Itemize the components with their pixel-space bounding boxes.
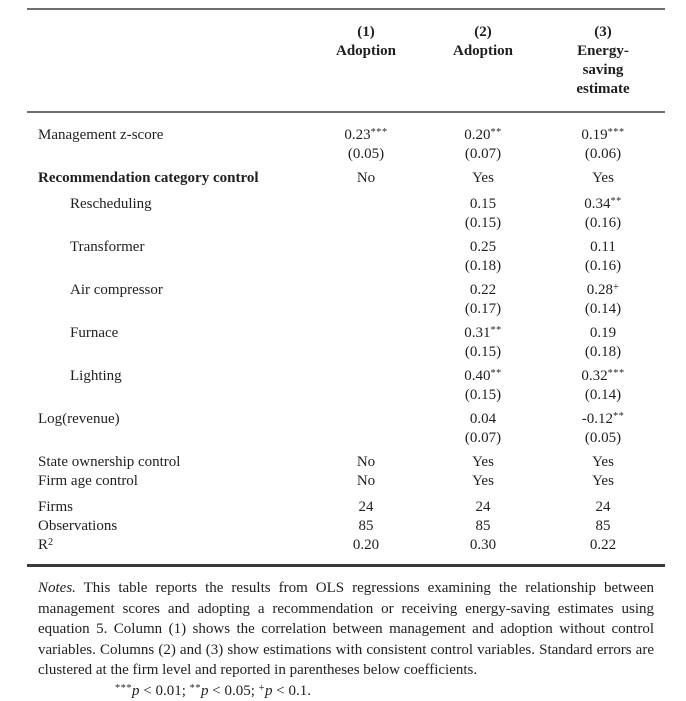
significance-stars: ** (490, 325, 501, 336)
standard-error: (0.05) (541, 429, 665, 448)
row-observations (27, 517, 665, 536)
value-cell: 24 (307, 498, 425, 517)
coef-cell (425, 367, 541, 405)
column-label: Energy-saving estimate (569, 42, 637, 99)
coefficient: 0.22 (425, 281, 541, 300)
value-cell: No (307, 453, 425, 472)
coef-cell (425, 238, 541, 276)
coef-cell (541, 238, 665, 276)
significance-stars: + (613, 282, 619, 293)
value-cell: Yes (425, 169, 541, 188)
coefficient: 0.19*** (541, 126, 665, 145)
significance-stars: ** (490, 368, 501, 379)
standard-error: (0.07) (425, 145, 541, 164)
value-cell: 85 (307, 517, 425, 536)
column-number: (3) (541, 23, 665, 42)
row-transformer (27, 238, 665, 276)
row-label: Lighting (27, 367, 307, 386)
table-body (27, 113, 665, 564)
significance-stars: *** (608, 127, 625, 138)
significance-stars: ** (190, 683, 201, 694)
standard-error: (0.06) (541, 145, 665, 164)
coefficient: 0.34** (541, 195, 665, 214)
standard-error: (0.16) (541, 214, 665, 233)
row-firm-age-control (27, 472, 665, 491)
significance-stars: ** (490, 127, 501, 138)
coef-cell (307, 126, 425, 164)
coef-cell (541, 324, 665, 362)
row-rescheduling (27, 195, 665, 233)
coef-cell (541, 281, 665, 319)
row-label: Air compressor (27, 281, 307, 300)
standard-error: (0.15) (425, 343, 541, 362)
standard-error: (0.17) (425, 300, 541, 319)
row-label: State ownership control (27, 453, 307, 472)
coefficient: 0.15 (425, 195, 541, 214)
significance-stars: *** (115, 683, 132, 694)
coefficient: 0.32*** (541, 367, 665, 386)
notes-label: Notes. (38, 580, 76, 596)
column-label: Adoption (449, 42, 517, 61)
column-number: (2) (425, 23, 541, 42)
column-header-3 (541, 23, 665, 99)
value-cell: Yes (541, 472, 665, 491)
significance-stars: *** (371, 127, 388, 138)
standard-error: (0.05) (307, 145, 425, 164)
row-label: Log(revenue) (27, 410, 307, 429)
standard-error: (0.14) (541, 300, 665, 319)
table-notes (27, 567, 665, 701)
value-cell: Yes (541, 169, 665, 188)
row-recommendation-category-control (27, 169, 665, 188)
row-label: Recommendation category control (27, 169, 307, 188)
column-header-1 (307, 23, 425, 61)
significance-stars: ** (610, 196, 621, 207)
row-firms (27, 498, 665, 517)
standard-error: (0.15) (425, 386, 541, 405)
coefficient: 0.40** (425, 367, 541, 386)
row-state-ownership-control (27, 453, 665, 472)
coef-cell (541, 126, 665, 164)
row-r-squared (27, 536, 665, 555)
standard-error: (0.18) (425, 257, 541, 276)
coef-cell (541, 367, 665, 405)
value-cell: 0.22 (541, 536, 665, 555)
coefficient: 0.20** (425, 126, 541, 145)
value-cell: No (307, 472, 425, 491)
coef-cell (425, 281, 541, 319)
standard-error: (0.16) (541, 257, 665, 276)
table-header-row (27, 10, 665, 111)
coefficient: 0.23*** (307, 126, 425, 145)
coefficient: 0.04 (425, 410, 541, 429)
coef-cell (425, 324, 541, 362)
value-cell: Yes (425, 472, 541, 491)
row-label: $R^2$ (27, 536, 307, 555)
standard-error: (0.15) (425, 214, 541, 233)
value-cell: 0.30 (425, 536, 541, 555)
row-lighting (27, 367, 665, 405)
value-cell: 24 (425, 498, 541, 517)
significance-plus: + (259, 683, 265, 694)
row-furnace (27, 324, 665, 362)
significance-stars: ** (613, 411, 624, 422)
value-cell: 0.20 (307, 536, 425, 555)
coefficient: 0.25 (425, 238, 541, 257)
coef-cell (425, 126, 541, 164)
regression-table (27, 8, 665, 701)
standard-error: (0.07) (425, 429, 541, 448)
row-label: Furnace (27, 324, 307, 343)
row-label: Transformer (27, 238, 307, 257)
value-cell: No (307, 169, 425, 188)
coefficient: -0.12** (541, 410, 665, 429)
coefficient: 0.31** (425, 324, 541, 343)
notes-text: This table reports the results from OLS regressions examining the relationship between management scores and adopting a recommendation or receiving energy-saving estimates using equation 5. Column (1) shows the correlation between management and adoption without control variables. Columns (2) and (3) show estimations with consistent control variables. Standard errors are clustered at the firm level and reported in parentheses below coefficients. (38, 580, 654, 678)
coef-cell (541, 195, 665, 233)
row-management-z-score (27, 126, 665, 164)
column-header-2 (425, 23, 541, 61)
value-cell: Yes (541, 453, 665, 472)
superscript-2: 2 (48, 537, 54, 548)
row-label: Firm age control (27, 472, 307, 491)
standard-error: (0.14) (541, 386, 665, 405)
row-log-revenue (27, 410, 665, 448)
coefficient: 0.19 (541, 324, 665, 343)
standard-error: (0.18) (541, 343, 665, 362)
significance-legend: ***p < 0.01; **p < 0.05; +p < 0.1. (38, 681, 654, 701)
row-label: Observations (27, 517, 307, 536)
row-air-compressor (27, 281, 665, 319)
coefficient: 0.11 (541, 238, 665, 257)
row-label: Firms (27, 498, 307, 517)
row-label: Management z-score (27, 126, 307, 145)
value-cell: Yes (425, 453, 541, 472)
value-cell: 85 (425, 517, 541, 536)
column-label: Adoption (332, 42, 400, 61)
coef-cell (425, 195, 541, 233)
coef-cell (425, 410, 541, 448)
coef-cell (541, 410, 665, 448)
column-number: (1) (307, 23, 425, 42)
significance-stars: *** (608, 368, 625, 379)
row-label: Rescheduling (27, 195, 307, 214)
coefficient: 0.28+ (541, 281, 665, 300)
value-cell: 85 (541, 517, 665, 536)
value-cell: 24 (541, 498, 665, 517)
